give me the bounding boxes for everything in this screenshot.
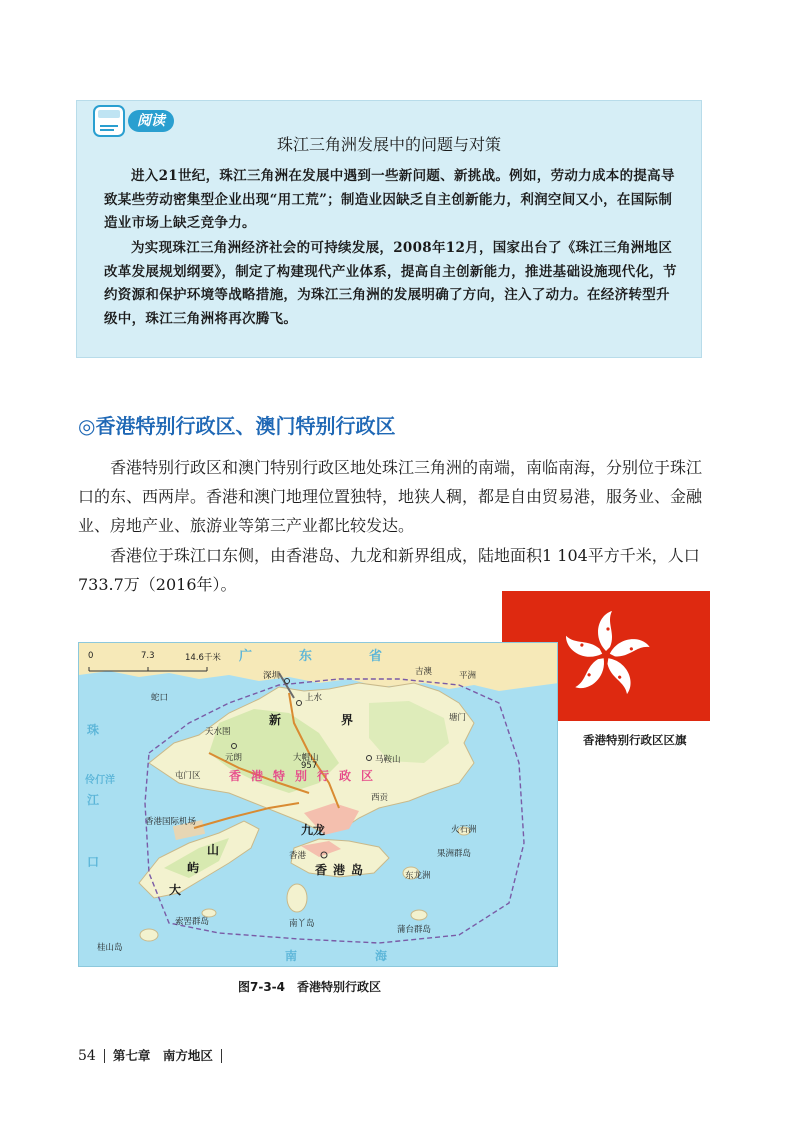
label-potoiqundao: 蒲台群岛: [397, 925, 432, 935]
label-damaoshan-height: 957: [301, 761, 318, 771]
map-caption: 图7-3-4 香港特别行政区: [238, 980, 382, 994]
label-airport: 香港国际机场: [145, 817, 197, 827]
body-paragraph-1: 香港特别行政区和澳门特别行政区地处珠江三角洲的南端，南临南海，分别位于珠江口的东、西两岸。香港和澳门地理位置独特，地狭人稠，都是自由贸易港，服务业、金融业、房地产业、旅游业等第三产业都比较发达。: [78, 458, 703, 535]
label-xinjie-2: 界: [341, 713, 354, 727]
scale-end: 14.6千米: [185, 653, 221, 663]
label-region: 香港特别行政区: [229, 769, 384, 783]
reading-paragraph-1: 进入21世纪，珠江三角洲在发展中遇到一些新问题、新挑战。例如，劳动力成本的提高导致某些劳动密集型企业出现“用工荒”；制造业因缺乏自主创新能力，利润空间又小，在国际制造业市场上缺乏竞争力。: [104, 168, 675, 231]
body-paragraph-2: 香港位于珠江口东侧，由香港岛、九龙和新界组成，陆地面积1 104平方千米，人口733.7万（2016年）。: [78, 546, 700, 594]
label-pingzhou: 平洲: [459, 671, 477, 681]
label-south-sea-2: 海: [375, 949, 388, 963]
label-lantau-1: 大: [169, 883, 182, 897]
label-hk-island: 香港岛: [315, 863, 370, 877]
label-shekou: 蛇口: [151, 693, 169, 703]
label-tuenmun: 屯门区: [175, 771, 201, 781]
label-lingdingyang: 伶仃洋: [85, 775, 115, 786]
hk-map: [78, 642, 558, 967]
label-guishandao: 桂山岛: [97, 943, 123, 953]
label-donglongzhou: 东龙洲: [405, 871, 431, 881]
label-yuanlang: 元朗: [225, 753, 243, 763]
reading-tag-label: 阅读: [128, 110, 174, 132]
label-maanshan: 马鞍山: [375, 755, 401, 765]
label-hk: 香港: [289, 851, 307, 861]
label-estuary-2: 江: [87, 793, 100, 807]
section-title: ◎香港特别行政区、澳门特别行政区: [78, 414, 396, 438]
province-char-1: 广: [239, 649, 253, 664]
label-suoguqundao: 索罟群岛: [175, 917, 210, 927]
label-xinjie-1: 新: [269, 713, 282, 727]
label-estuary-1: 珠: [87, 723, 100, 737]
label-nanyadao: 南丫岛: [289, 919, 315, 929]
scale-zero: 0: [88, 651, 94, 661]
label-huoshizhou: 火石洲: [451, 825, 477, 835]
label-shenzhen: 深圳: [263, 671, 281, 681]
label-south-sea-1: 南: [285, 949, 298, 963]
page-number: 54: [78, 1048, 96, 1064]
label-guozhouqundao: 果洲群岛: [437, 849, 472, 859]
footer: [78, 1046, 230, 1064]
label-damaoshan: 大帽山: [293, 753, 319, 763]
reading-title: 珠江三角洲发展中的问题与对策: [276, 135, 501, 154]
label-shangshui: 上水: [305, 693, 323, 703]
label-estuary-3: 口: [87, 855, 100, 869]
label-kowloon: 九龙: [301, 823, 326, 837]
label-lantau-3: 山: [207, 843, 220, 857]
label-xigong: 西贡: [371, 793, 389, 803]
label-gangmen: 塘门: [449, 713, 467, 723]
flag-caption: 香港特别行政区区旗: [583, 733, 687, 747]
chapter-title: 第七章 南方地区: [112, 1048, 213, 1063]
label-lantau-2: 屿: [187, 861, 200, 875]
reading-paragraph-2: 为实现珠江三角洲经济社会的可持续发展，2008年12月，国家出台了《珠江三角洲地区改革发展规划纲要》，制定了构建现代产业体系，提高自主创新能力，推进基础设施现代化，节约资源和保护环境等战略措施，为珠江三角洲的发展明确了方向，注入了动力。在经济转型升级中，珠江三角洲将再次腾飞。: [104, 240, 677, 327]
province-char-2: 东: [299, 649, 313, 664]
province-char-3: 省: [369, 649, 383, 664]
label-jigu: 吉澳: [415, 667, 433, 677]
scale-mid: 7.3: [141, 651, 155, 661]
label-tianshuiwei: 天水围: [205, 727, 231, 737]
